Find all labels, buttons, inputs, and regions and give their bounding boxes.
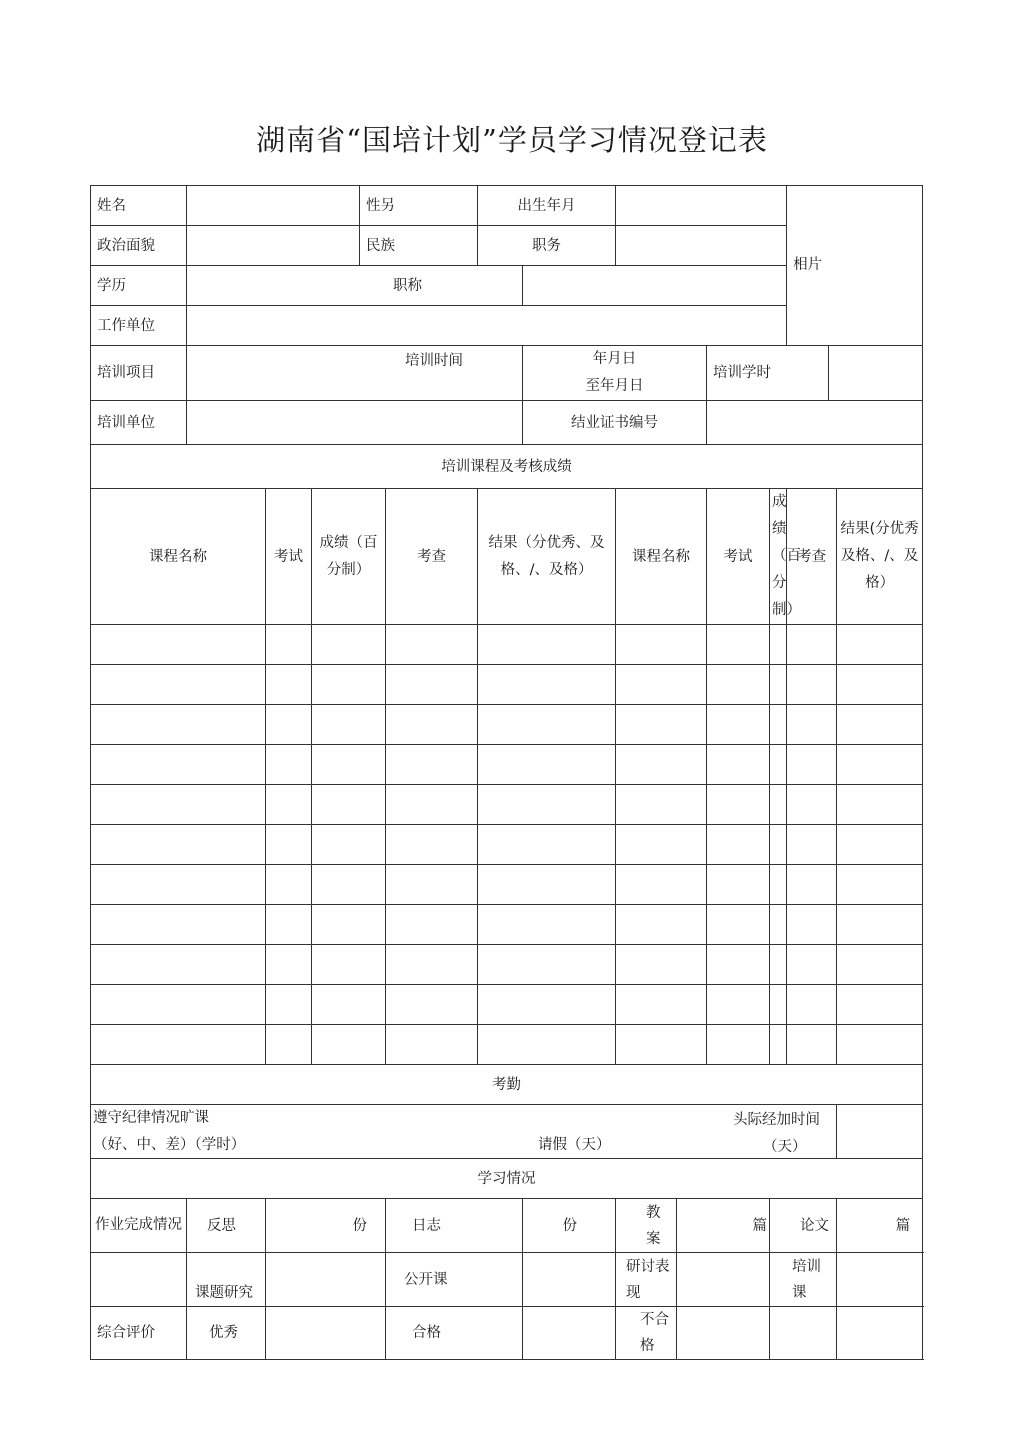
course-cell[interactable] [312, 625, 386, 665]
course-cell[interactable] [386, 865, 478, 905]
course-cell[interactable] [312, 985, 386, 1025]
course-cell[interactable] [616, 705, 707, 745]
course-cell[interactable] [770, 825, 787, 865]
courses-section-title: 培训课程及考核成绩 [91, 445, 923, 489]
course-cell[interactable] [386, 705, 478, 745]
paper-label: 论文 [770, 1199, 837, 1253]
extra-time-label: 头际经加时间 [733, 1112, 820, 1128]
reflection-label: 反思 [187, 1199, 266, 1253]
homework-label: 作业完成情况 [91, 1199, 187, 1253]
birth-field[interactable] [616, 186, 787, 226]
research-field[interactable] [266, 1253, 386, 1307]
course-cell[interactable] [616, 625, 707, 665]
discipline-label: 遵守纪律情况旷课 [93, 1110, 209, 1126]
evaluation-label: 综合评价 [91, 1307, 187, 1360]
course-cell[interactable] [616, 785, 707, 825]
course-cell[interactable] [770, 665, 787, 705]
leave-label: 请假（天） [538, 1137, 611, 1153]
course-cell[interactable] [707, 785, 770, 825]
attendance-details[interactable] [91, 1105, 837, 1159]
course-cell[interactable] [91, 945, 266, 985]
course-cell[interactable] [707, 985, 770, 1025]
pass-field[interactable] [523, 1307, 616, 1360]
journal-count[interactable] [523, 1199, 616, 1253]
result-header-right: 结果(分优秀及格、/、及格） [837, 489, 923, 625]
photo-label: 相片 [793, 257, 823, 273]
project-label: 培训项目 [91, 346, 187, 401]
research-label: 课题研究 [187, 1253, 266, 1307]
workplace-label: 工作单位 [91, 306, 187, 346]
course-cell[interactable] [707, 1025, 770, 1065]
course-cell[interactable] [478, 985, 616, 1025]
seminar-field[interactable] [677, 1253, 770, 1307]
course-cell[interactable] [787, 745, 837, 785]
cert-label: 结业证书编号 [523, 401, 707, 445]
course-cell[interactable] [707, 865, 770, 905]
course-row [91, 985, 923, 1025]
research-blank[interactable] [91, 1253, 187, 1307]
page-title: 湖南省“国培计划”学员学习情况登记表 [256, 123, 768, 157]
course-cell[interactable] [91, 625, 266, 665]
name-field[interactable] [187, 186, 360, 226]
date-end: 至年月日 [585, 378, 644, 394]
check-header: 考查 [386, 489, 478, 625]
course-cell[interactable] [312, 825, 386, 865]
course-cell[interactable] [616, 905, 707, 945]
course-cell[interactable] [707, 625, 770, 665]
reflection-count[interactable] [266, 1199, 386, 1253]
course-cell[interactable] [837, 785, 923, 825]
course-cell[interactable] [707, 825, 770, 865]
course-name-header-right: 课程名称 [616, 489, 707, 625]
course-cell[interactable] [787, 985, 837, 1025]
course-cell[interactable] [91, 785, 266, 825]
course-cell[interactable] [478, 865, 616, 905]
reflection-unit: 份 [352, 1217, 368, 1234]
attendance-section-title: 考勤 [91, 1065, 923, 1105]
course-cell[interactable] [91, 705, 266, 745]
course-row [91, 825, 923, 865]
course-row [91, 745, 923, 785]
course-cell[interactable] [266, 945, 312, 985]
gender-label: 性另 [360, 186, 478, 226]
course-cell[interactable] [707, 745, 770, 785]
course-cell[interactable] [770, 865, 787, 905]
course-cell[interactable] [266, 705, 312, 745]
course-cell[interactable] [478, 745, 616, 785]
course-row [91, 785, 923, 825]
course-cell[interactable] [837, 905, 923, 945]
hours-field[interactable] [829, 346, 923, 401]
course-cell[interactable] [386, 1025, 478, 1065]
course-cell[interactable] [787, 665, 837, 705]
course-cell[interactable] [770, 1025, 787, 1065]
course-cell[interactable] [787, 865, 837, 905]
course-cell[interactable] [787, 1025, 837, 1065]
paper-unit: 篇 [895, 1217, 911, 1234]
course-cell[interactable] [266, 625, 312, 665]
course-cell[interactable] [837, 865, 923, 905]
course-cell[interactable] [91, 865, 266, 905]
birth-label: 出生年月 [478, 186, 616, 226]
check-header-right: 考查 [787, 489, 837, 625]
course-cell[interactable] [386, 665, 478, 705]
course-cell[interactable] [91, 745, 266, 785]
score-header: 成绩（百分制） [312, 489, 386, 625]
course-cell[interactable] [312, 945, 386, 985]
fail-field[interactable] [677, 1307, 770, 1360]
course-cell[interactable] [707, 705, 770, 745]
course-row [91, 705, 923, 745]
course-cell[interactable] [837, 945, 923, 985]
course-row [91, 905, 923, 945]
position-field[interactable] [616, 226, 787, 266]
result-header: 结果（分优秀、及格、/、及格） [478, 489, 616, 625]
course-cell[interactable] [266, 665, 312, 705]
course-cell[interactable] [478, 905, 616, 945]
course-cell[interactable] [478, 825, 616, 865]
course-cell[interactable] [266, 745, 312, 785]
course-cell[interactable] [616, 665, 707, 705]
course-cell[interactable] [386, 985, 478, 1025]
cert-field[interactable] [707, 401, 923, 445]
course-cell[interactable] [386, 745, 478, 785]
registration-form [90, 185, 923, 1360]
training-class-field[interactable] [837, 1253, 923, 1307]
course-cell[interactable] [312, 665, 386, 705]
course-cell[interactable] [787, 945, 837, 985]
course-cell[interactable] [616, 825, 707, 865]
course-cell[interactable] [478, 705, 616, 745]
politics-label: 政治面貌 [91, 226, 187, 266]
seminar-label: 研讨表现 [616, 1253, 677, 1307]
course-cell[interactable] [91, 985, 266, 1025]
course-cell[interactable] [770, 745, 787, 785]
course-cell[interactable] [770, 945, 787, 985]
course-cell[interactable] [91, 1025, 266, 1065]
exam-header: 考试 [266, 489, 312, 625]
extra-time-field[interactable] [837, 1105, 923, 1159]
course-cell[interactable] [312, 785, 386, 825]
course-cell[interactable] [616, 1025, 707, 1065]
workplace-field[interactable] [187, 306, 787, 346]
course-cell[interactable] [91, 825, 266, 865]
position-label: 职务 [478, 226, 616, 266]
excellent-field[interactable] [266, 1307, 386, 1360]
education-label: 学历 [91, 266, 187, 306]
paper-count[interactable] [837, 1199, 923, 1253]
course-cell[interactable] [386, 945, 478, 985]
time-label: 培训时间 [405, 353, 463, 369]
fail-label: 不合格 [616, 1307, 677, 1360]
lesson-plan-unit: 篇 [752, 1217, 768, 1234]
course-name-header: 课程名称 [91, 489, 266, 625]
course-cell[interactable] [707, 905, 770, 945]
course-cell[interactable] [312, 705, 386, 745]
course-cell[interactable] [837, 985, 923, 1025]
course-cell[interactable] [770, 705, 787, 745]
time-field[interactable] [523, 346, 707, 401]
lesson-plan-count[interactable] [677, 1199, 770, 1253]
course-cell[interactable] [787, 625, 837, 665]
course-row [91, 625, 923, 665]
pass-label: 合格 [386, 1307, 523, 1360]
course-cell[interactable] [91, 665, 266, 705]
course-cell[interactable] [266, 1025, 312, 1065]
course-cell[interactable] [707, 945, 770, 985]
title-field[interactable] [523, 266, 787, 306]
excellent-label: 优秀 [187, 1307, 266, 1360]
course-cell[interactable] [787, 785, 837, 825]
course-cell[interactable] [707, 665, 770, 705]
course-cell[interactable] [616, 745, 707, 785]
course-row [91, 1025, 923, 1065]
course-cell[interactable] [266, 905, 312, 945]
course-row [91, 865, 923, 905]
course-cell[interactable] [616, 945, 707, 985]
name-label: 姓名 [91, 186, 187, 226]
evaluation-extra-1[interactable] [770, 1307, 837, 1360]
course-cell[interactable] [787, 825, 837, 865]
project-field[interactable] [187, 346, 523, 401]
course-cell[interactable] [478, 945, 616, 985]
course-cell[interactable] [266, 825, 312, 865]
hours-label: 培训学时 [707, 346, 829, 401]
course-row [91, 945, 923, 985]
journal-unit: 份 [562, 1217, 578, 1234]
course-cell[interactable] [837, 1025, 923, 1065]
course-cell[interactable] [616, 865, 707, 905]
study-section-title: 学习情况 [91, 1159, 923, 1199]
extra-time-unit: （天） [763, 1139, 807, 1155]
course-cell[interactable] [478, 785, 616, 825]
course-cell[interactable] [91, 905, 266, 945]
course-cell[interactable] [386, 625, 478, 665]
course-cell[interactable] [312, 745, 386, 785]
course-cell[interactable] [312, 905, 386, 945]
politics-field[interactable] [187, 226, 360, 266]
course-cell[interactable] [770, 625, 787, 665]
course-cell[interactable] [837, 705, 923, 745]
course-cell[interactable] [770, 905, 787, 945]
title-label: 职称 [393, 277, 422, 294]
course-cell[interactable] [837, 745, 923, 785]
evaluation-extra-2[interactable] [837, 1307, 923, 1360]
open-class-field[interactable] [523, 1253, 616, 1307]
course-cell[interactable] [478, 665, 616, 705]
course-cell[interactable] [837, 825, 923, 865]
exam-header-right: 考试 [707, 489, 770, 625]
training-class-label: 培训课 [770, 1253, 837, 1307]
photo-box[interactable] [787, 186, 923, 346]
course-cell[interactable] [770, 785, 787, 825]
course-cell[interactable] [386, 905, 478, 945]
education-field[interactable] [187, 266, 523, 306]
course-cell[interactable] [266, 985, 312, 1025]
unit-field[interactable] [187, 401, 523, 445]
course-cell[interactable] [266, 865, 312, 905]
open-class-label: 公开课 [386, 1253, 523, 1307]
course-cell[interactable] [837, 665, 923, 705]
score-header-right: 成绩（百分制） [770, 489, 787, 625]
course-cell[interactable] [478, 625, 616, 665]
course-cell[interactable] [787, 705, 837, 745]
course-cell[interactable] [616, 985, 707, 1025]
course-cell[interactable] [386, 825, 478, 865]
course-cell[interactable] [266, 785, 312, 825]
course-cell[interactable] [386, 785, 478, 825]
course-cell[interactable] [478, 1025, 616, 1065]
course-cell[interactable] [312, 1025, 386, 1065]
course-cell[interactable] [770, 985, 787, 1025]
course-cell[interactable] [837, 625, 923, 665]
date-start: 年月日 [592, 351, 637, 367]
unit-label: 培训单位 [91, 401, 187, 445]
course-row [91, 665, 923, 705]
ethnicity-label: 民族 [360, 226, 478, 266]
course-cell[interactable] [787, 905, 837, 945]
lesson-plan-label: 教案 [616, 1199, 677, 1253]
journal-label: 日志 [386, 1199, 523, 1253]
course-cell[interactable] [312, 865, 386, 905]
discipline-options: （好、中、差）（学时） [93, 1137, 246, 1153]
